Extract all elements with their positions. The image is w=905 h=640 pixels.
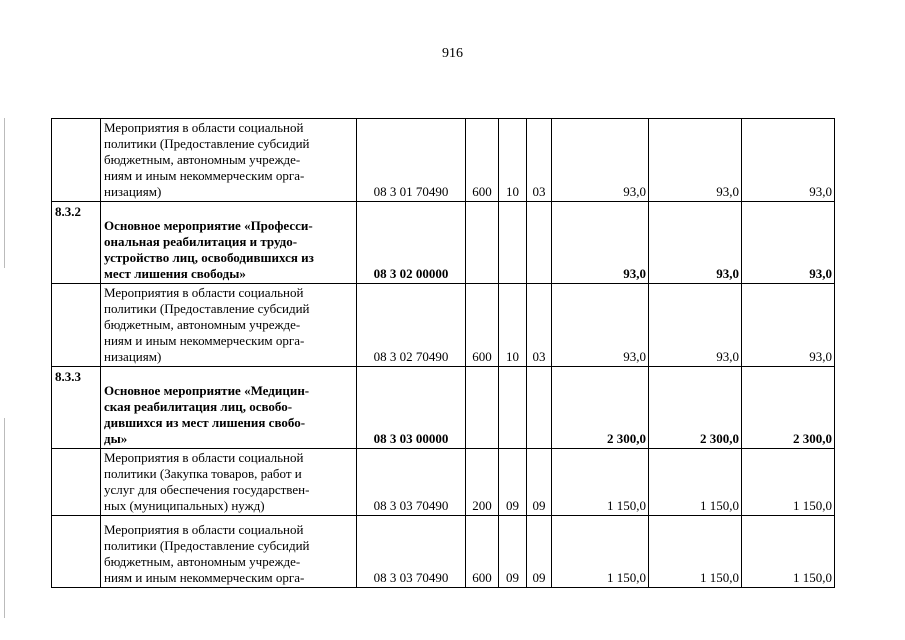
row-code: 08 3 02 00000 <box>357 202 466 284</box>
row-rz: 10 <box>499 119 527 202</box>
row-amount-3: 1 150,0 <box>742 449 835 516</box>
row-amount-2: 1 150,0 <box>649 516 742 588</box>
row-name-line: низациям) <box>104 349 162 364</box>
row-number: 8.3.3 <box>52 367 101 449</box>
table-row <box>52 449 835 516</box>
row-code: 08 3 02 70490 <box>357 284 466 367</box>
row-amount-3: 2 300,0 <box>742 367 835 449</box>
row-amount-2: 93,0 <box>649 119 742 202</box>
row-name-line: бюджетным, автономным учрежде- <box>104 554 301 569</box>
row-name-line: дившихся из мест лишения свобо- <box>104 415 306 430</box>
row-amount-3: 93,0 <box>742 119 835 202</box>
row-name <box>101 284 357 367</box>
row-rz: 09 <box>499 449 527 516</box>
row-amount-3: 93,0 <box>742 284 835 367</box>
row-pr <box>527 202 552 284</box>
row-name-line: Мероприятия в области социальной <box>104 285 304 300</box>
row-number <box>52 284 101 367</box>
scan-edge-mark <box>4 118 5 618</box>
table-row <box>52 367 835 449</box>
row-name-line: политики (Предоставление субсидий <box>104 136 310 151</box>
row-pr: 09 <box>527 449 552 516</box>
row-number <box>52 516 101 588</box>
row-amount-1: 93,0 <box>552 202 649 284</box>
row-pr: 03 <box>527 119 552 202</box>
row-amount-2: 93,0 <box>649 284 742 367</box>
row-name-line: ниям и иным некоммерческим орга- <box>104 333 305 348</box>
row-name-line: Мероприятия в области социальной <box>104 522 304 537</box>
row-name <box>101 449 357 516</box>
row-vr: 600 <box>466 516 499 588</box>
row-name-line: ская реабилитация лиц, освобо- <box>104 399 293 414</box>
row-number: 8.3.2 <box>52 202 101 284</box>
row-amount-2: 2 300,0 <box>649 367 742 449</box>
row-amount-2: 93,0 <box>649 202 742 284</box>
table-row <box>52 516 835 588</box>
row-amount-1: 1 150,0 <box>552 516 649 588</box>
row-vr: 200 <box>466 449 499 516</box>
row-name-line: политики (Закупка товаров, работ и <box>104 466 302 481</box>
row-vr <box>466 202 499 284</box>
page-number: 916 <box>442 46 463 61</box>
row-pr: 09 <box>527 516 552 588</box>
row-name <box>101 516 357 588</box>
row-amount-1: 93,0 <box>552 284 649 367</box>
row-name-line: бюджетным, автономным учрежде- <box>104 317 301 332</box>
row-name-line: ниям и иным некоммерческим орга- <box>104 570 305 585</box>
row-name-line: устройство лиц, освободившихся из <box>104 250 314 265</box>
row-amount-2: 1 150,0 <box>649 449 742 516</box>
row-name-line: политики (Предоставление субсидий <box>104 301 310 316</box>
row-name-line: бюджетным, автономным учрежде- <box>104 152 301 167</box>
row-name-line: Мероприятия в области социальной <box>104 450 304 465</box>
row-code: 08 3 03 00000 <box>357 367 466 449</box>
row-amount-1: 2 300,0 <box>552 367 649 449</box>
row-name-line: ных (муниципальных) нужд) <box>104 498 265 513</box>
row-name-line: мест лишения свободы» <box>104 266 246 281</box>
row-name-line: ды» <box>104 431 128 446</box>
budget-table <box>51 118 835 588</box>
row-name <box>101 367 357 449</box>
row-amount-3: 1 150,0 <box>742 516 835 588</box>
row-name-line: ниям и иным некоммерческим орга- <box>104 168 305 183</box>
table-row <box>52 202 835 284</box>
row-pr <box>527 367 552 449</box>
row-name-line: Основное мероприятие «Професси- <box>104 218 313 233</box>
row-code: 08 3 03 70490 <box>357 449 466 516</box>
row-name <box>101 119 357 202</box>
row-rz: 09 <box>499 516 527 588</box>
row-number <box>52 449 101 516</box>
row-name-line: политики (Предоставление субсидий <box>104 538 310 553</box>
row-rz <box>499 202 527 284</box>
row-name-line: низациям) <box>104 184 162 199</box>
row-name <box>101 202 357 284</box>
row-amount-1: 93,0 <box>552 119 649 202</box>
row-name-line: услуг для обеспечения государствен- <box>104 482 310 497</box>
row-pr: 03 <box>527 284 552 367</box>
row-vr: 600 <box>466 284 499 367</box>
row-code: 08 3 01 70490 <box>357 119 466 202</box>
row-name-line: Мероприятия в области социальной <box>104 120 304 135</box>
table-body <box>52 119 835 588</box>
row-vr <box>466 367 499 449</box>
row-code: 08 3 03 70490 <box>357 516 466 588</box>
table-row <box>52 284 835 367</box>
row-vr: 600 <box>466 119 499 202</box>
row-rz: 10 <box>499 284 527 367</box>
table-row <box>52 119 835 202</box>
row-rz <box>499 367 527 449</box>
row-name-line: Основное мероприятие «Медицин- <box>104 383 310 398</box>
row-number <box>52 119 101 202</box>
row-amount-1: 1 150,0 <box>552 449 649 516</box>
row-amount-3: 93,0 <box>742 202 835 284</box>
row-name-line: ональная реабилитация и трудо- <box>104 234 298 249</box>
